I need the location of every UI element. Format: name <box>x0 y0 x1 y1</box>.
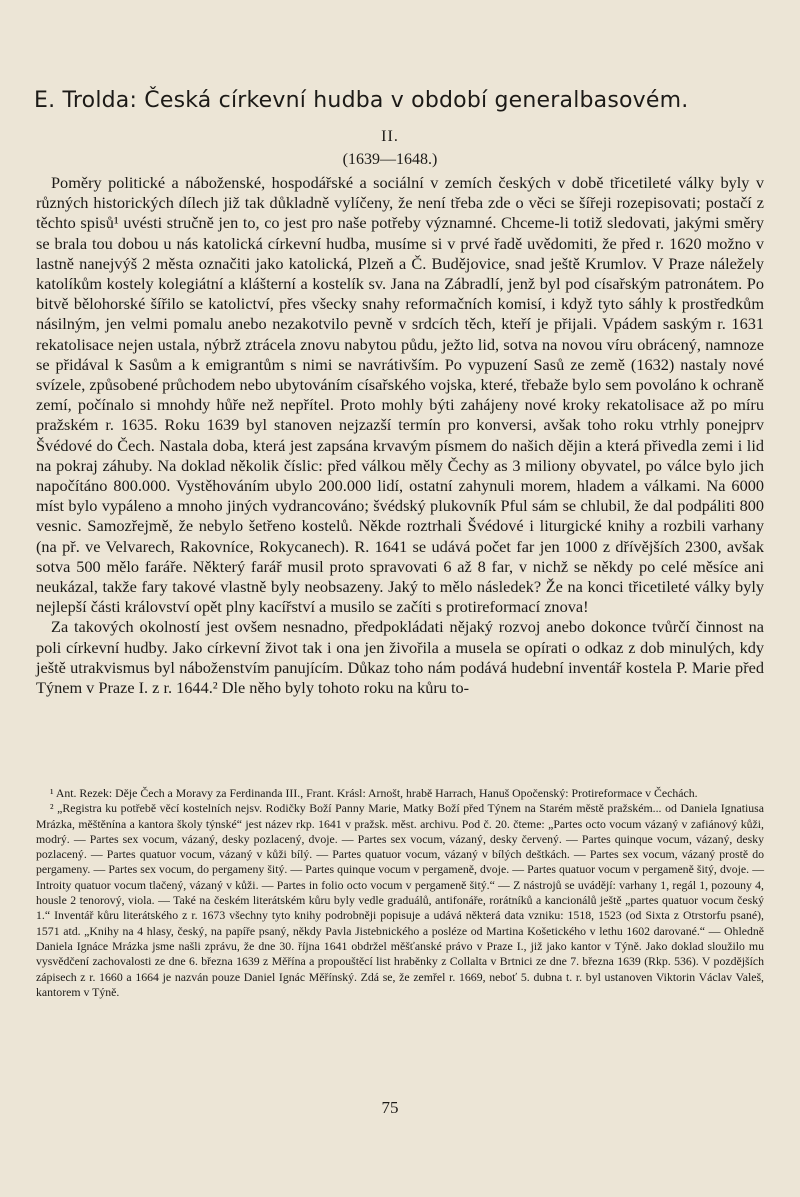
paragraph: Poměry politické a náboženské, hospodářské a sociální v zemích českých v době třicetileté války byly v různých historických dílech již tak důkladně vylíčeny, že není třeba zde o věci se šířeji rozepisovati; postačí z těchto spisů¹ uvésti stručně jen to, co jest pro naše potřeby významné. Chceme-li totiž sledovati, jakými směry se brala tou dobou u nás katolická církevní hudba, musíme si v prvé řadě uvědomiti, že před r. 1620 možno v lastně nanejvýš 2 města označiti jako katolická, Plzeň a Č. Budějovice, snad ještě Krumlov. V Praze náležely katolíkům kostely kolegiátní a klášterní a kostelík sv. Jana na Zábradlí, jenž byl pod císařským patronátem. Po bitvě bělohorské šířilo se katolictví, přes všecky snahy reformačních komisí, i když tyto sáhly k prostředkům násilným, jen velmi pomalu anebo nezakotvilo pevně v srdcích těch, kteří je přijali. Vpádem saským r. 1631 rekatolisace nejen ustala, nýbrž ztrácela znovu nabytou půdu, ježto lid, sotva na novou víru obrácený, namnoze se přidával k Sasům a k emigrantům s nimi se navrátivším. Po vypuzení Sasů ze země (1632) nastaly nové svízele, způsobené průchodem nebo ubytováním císařského vojska, které, třebaže bylo sem povoláno k ochraně zemí, počínalo si mnohdy hůře než nepřítel. Proto mohly býti zahájeny nové kroky rekatolisace až po míru pražském r. 1635. Roku 1639 byl stanoven nejzazší termín pro konversi, avšak toho roku vtrhly ponejprv Švédové do Čech. Nastala doba, která jest zapsána krvavým písmem do našich dějin a která přivedla zemi i lid na pokraj záhuby. Na doklad několik čísliс: před válkou měly Čechy as 3 miliony obyvatel, po válce bylo jich napočítáno 800.000. Vystěhováním ubylo 200.000 lidí, ostatní zahynuli morem, hladem a válkami. Na 6000 míst bylo vypáleno a mnoho jiných vydrancováno; švédský plukovník Pful sám se chlubil, že dal podpáliti 800 vesnic. Samozřejmě, že nebylo šetřeno kostelů. Někde roztrhali Švédové i liturgické knihy a rozbili varhany (na př. ve Velvarech, Rakovníce, Rokycanech). R. 1641 se udává počet far jen 1000 z dřívějších 2300, avšak sotva 500 mělo faráře. Některý farář musil proto spravovati 6 až 8 far, v nichž se někdy po celé měsíce ani neukázal, takže fary takové vlastně byly neobsazeny. Jaký to mělo následek? Že na konci třicetileté války byly nejlepší části království opět plny kacířství a musilo se začíti s protireformací znova! <box>36 173 764 617</box>
footnotes <box>36 786 764 1000</box>
paragraph: Za takových okolností jest ovšem nesnadno, předpokládati nějaký rozvoj anebo dokonce tvůrčí činnost na poli církevní hudby. Jako církevní život tak i ona jen živořila a musela se opírati o odkaz z dob minulých, kdy ještě utrakvismus byl náboženstvím panujícím. Důkaz toho nám podává hudební inventář kostela P. Marie před Týnem v Praze I. z r. 1644.² Dle něho byly tohoto roku na kůru to- <box>36 617 764 698</box>
footnote: ² „Registra ku potřebě věcí kostelních nejsv. Rodičky Boží Panny Marie, Matky Boží před Týnem na Starém městě pražském... od Daniela Ignatiusa Mrázka, měštěnína a kantora školy týnské“ jest název rkp. 1641 v pražsk. měst. archivu. Pod č. 20. čteme: „Partes octo vocum vázaný v zafiánový kůži, modrý. — Partes sex vocum, vázaný, desky pozlacený, dvoje. — Partes sex vocum, vázaný, desky červený. — Partes quinque vocum, vázaný, desky pozlacený. — Partes quatuor vocum, vázaný v kůži bílý. — Partes quatuor vocum, vázaný v bílých deštkách. — Partes sex vocum, vázaný prostě do pergameny. — Partes sex vocum, do pergameny šitý. — Partes quinque vocum v pergameně, dvoje. — Partes quatuor vocum v pergameně šitý, dvoje. — Introity quatuor vocum tlačený, vázaný v kůži. — Partes in folio octo vocum v pergameně šitý.“ — Z nástrojů se uvádějí: varhany 1, regál 1, pozouny 4, housle 2 tenorový, viola. — Také na českém literátském kůru byly vedle graduálů, antifonáře, rorátníků a kancionálů ještě „partes quatuor vocum český 1.“ Inventář kůru literátského z r. 1673 všechny tyto knihy podrobněji popisuje a udává některá data vzniku: 1518, 1523 (od Sixta z Otrstorfu psané), 1571 atd. „Knihy na 4 hlasy, český, na papíře psaný, někdy Pavla Jistebnického a posléze od Martina Košetického v lethu 1602 darované.“ — Ohledně Daniela Ignáce Mrázka jsme našli zprávu, že dne 30. října 1641 obdržel měšťanské právo v Praze I., již jako kantor v Týně. Jako doklad sloužilo mu vysvědčení zachovalosti ze dne 6. března 1639 z Měřína a propouštěcí list hraběnky z Collalta v Brtnici ze dne 7. března 1639 (Rkp. 536). V pozdějších zápisech z r. 1660 a 1664 je nazván pouze Daniel Ignác Měřínský. Zdá se, že zemřel r. 1669, neboť 5. dubna t. r. byl ustanoven Viktorin Václav Valeš, kantorem v Týně. <box>36 801 764 999</box>
footnote: ¹ Ant. Rezek: Děje Čech a Moravy za Ferdinanda III., Frant. Krásl: Arnošt, hrabě Harrach, Hanuš Opočenský: Protireformace v Čechách. <box>50 786 698 800</box>
section-number: II. <box>381 128 399 145</box>
section-years: (1639—1648.) <box>342 151 438 168</box>
page-number: 75 <box>381 1098 399 1117</box>
article-title: E. Trolda: Česká církevní hudba v období generalbasovém. <box>34 88 689 113</box>
main-text <box>36 173 764 783</box>
